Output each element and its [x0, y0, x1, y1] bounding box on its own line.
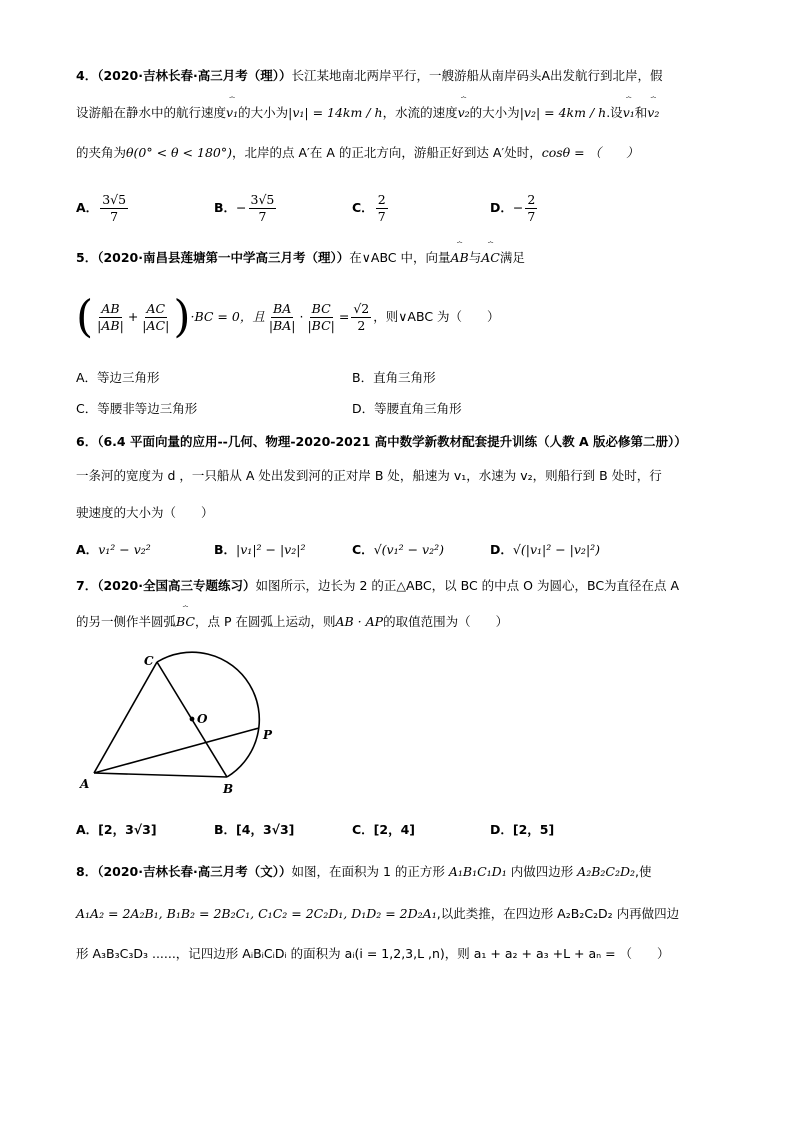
q5-frac-ba-den: |BA| [268, 318, 296, 333]
q7-center-o [190, 717, 195, 722]
q8-text-1c: ,使 [635, 864, 652, 879]
q4-source: 4．（2020·吉林长春·高三月考（理）） [76, 68, 292, 83]
q5-option-d: D．等腰直角三角形 [352, 401, 462, 416]
q6-option-a-expr: v₁² − v₂² [98, 542, 151, 557]
q6-option-a-label: A． [76, 542, 99, 557]
q6-option-c-label: C． [352, 542, 374, 557]
q5-plus: + [127, 309, 139, 324]
q7-text-2c: 的取值范围为（ ） [383, 614, 509, 629]
q4-option-c-num: 2 [377, 192, 386, 207]
q4-v2: ⏞ v₂ [458, 103, 470, 123]
q4-text-3a: 的夹角为 [76, 145, 127, 160]
q5-option-c: C．等腰非等边三角形 [76, 401, 198, 416]
q8-square-1: A₁B₁C₁D₁ [448, 864, 507, 879]
q4-v2-again: ⏞ v₂ [647, 103, 659, 123]
q4-option-c-label: C． [352, 200, 374, 215]
q4-text-2a: 设游船在静水中的航行速度 [76, 105, 227, 120]
q4-v1-again: ⏞ v₁ [623, 103, 635, 123]
q7-text-2b: ，点 P 在圆弧上运动，则 [195, 614, 336, 629]
q6-line2: 一条河的宽度为 d ，一只船从 A 处出发到河的正对岸 B 处，船速为 v₁，水速为 v₂，则船行到 B 处时，行 [76, 468, 662, 483]
q5-line1 [76, 248, 525, 268]
q6-option-d-expr: √(|v₁|² − |v₂|²) [512, 542, 601, 557]
q5-frac-bc [305, 301, 336, 334]
q5-frac-bc-den: |BC| [307, 318, 335, 333]
q4-text-2b: 的大小为 [238, 105, 289, 120]
q8-text-1b: 内做四边形 [506, 864, 578, 879]
q5-vec-ac: ⏞ AC [481, 248, 500, 268]
q5-eq1-tail: ·BC = 0，且 [190, 309, 265, 324]
q5-rhs-num: √2 [353, 301, 370, 316]
q4-option-b-den: 7 [258, 209, 267, 224]
q7-arc-bc: ⏞ BC [176, 612, 195, 632]
q7-line2 [76, 612, 508, 632]
q4-text-2e: .设 [606, 105, 623, 120]
q8-line2 [76, 904, 679, 924]
q6-line3: 驶速度的大小为（ ） [76, 505, 214, 520]
q4-text-2d: 的大小为 [469, 105, 520, 120]
q4-theta-range: θ(0° < θ < 180°) [126, 145, 232, 160]
q4-option-b [214, 192, 278, 225]
q5-source: 5．（2020·南昌县莲塘第一中学高三月考（理）） [76, 250, 350, 265]
q8-line1 [76, 862, 652, 882]
q8-text-1a: 如图，在面积为 1 的正方形 [291, 864, 449, 879]
q4-option-d-sign: − [512, 200, 524, 215]
q4-option-d-frac [525, 192, 537, 225]
q4-text-3b: ，北岸的点 A′在 A 的正北方向，游船正好到达 A′处时， [231, 145, 542, 160]
q6-option-d-label: D． [490, 542, 513, 557]
q5-with: 与 [468, 250, 482, 265]
q4-option-d-num: 2 [527, 192, 536, 207]
q7-label-b: B [223, 782, 234, 796]
q7-label-a: A [80, 777, 90, 791]
q4-line2 [76, 103, 659, 123]
q7-segment-ap [94, 728, 259, 773]
q4-option-c [352, 192, 390, 225]
q5-frac-ac [140, 301, 171, 334]
q8-source: 8．（2020·吉林长春·高三月考（文）） [76, 864, 292, 879]
q4-v2-magnitude: |v₂| = 4km / h [519, 105, 607, 120]
q4-option-c-den: 7 [377, 209, 386, 224]
q4-text-1: 长江某地南北两岸平行，一艘游船从南岸码头A出发航行到北岸，假 [291, 68, 663, 83]
q5-rhs-den: 2 [357, 318, 366, 333]
q4-and: 和 [634, 105, 648, 120]
q5-vec-ab: ⏞ AB [451, 248, 469, 268]
q4-option-b-num: 3√5 [250, 192, 275, 207]
q4-cos: cosθ = （ ） [541, 145, 639, 160]
q8-quad-2: A₂B₂C₂D₂ [577, 864, 636, 879]
q5-frac-ab-num: AB [101, 301, 120, 316]
q7-option-a: A．[2，3√3] [76, 822, 157, 837]
q5-equation-line: ( $\frac{AB}{|AB|}$ + $\frac{AC}{|AC|}$ )·BC = 0，且 $\frac{BA}{|BA|}$ · $\frac{BC}{|BC|}$ = $\frac{√2}{2}$ ，则∨ABC 为（ ） [76, 291, 500, 343]
q6-option-d [490, 540, 600, 560]
q7-dot-product: AB · AP [335, 614, 384, 629]
q5-frac-ba-num: BA [273, 301, 292, 316]
q5-frac-rhs [351, 301, 371, 334]
q4-option-c-frac [376, 192, 388, 225]
q5-eq2-dot: · [299, 309, 304, 324]
q4-option-d-label: D． [490, 200, 513, 215]
q8-text-2b: ,以此类推，在四边形 A₂B₂C₂D₂ 内再做四边 [436, 906, 680, 921]
q7-label-p: P [263, 728, 273, 742]
q4-text-2c: ，水流的速度 [382, 105, 458, 120]
q7-label-c: C [144, 654, 154, 668]
q5-text-1a: 在∨ABC 中，向量 [349, 250, 451, 265]
q7-source: 7．（2020·全国高三专题练习） [76, 578, 256, 593]
q4-line3 [76, 143, 639, 163]
q7-text-1: 如图所示，边长为 2 的正△ABC，以 BC 的中点 O 为圆心，BC为直径在点 A [255, 578, 680, 593]
q5-frac-ba [267, 301, 298, 334]
q4-option-b-frac [249, 192, 277, 225]
q7-side-ac [94, 662, 157, 773]
q4-option-a-frac [100, 192, 128, 225]
q4-option-a [76, 192, 130, 225]
q4-option-a-label: A． [76, 200, 99, 215]
q4-option-b-sign: − [236, 200, 247, 215]
q5-frac-ab [95, 301, 126, 334]
q4-line1 [76, 66, 663, 86]
q5-tail: ，则∨ABC 为（ ） [373, 309, 500, 324]
q5-left-paren: ( [76, 291, 94, 343]
q5-frac-ac-num: AC [146, 301, 166, 316]
q4-option-d-den: 7 [527, 209, 536, 224]
q7-option-d: D．[2，5] [490, 822, 555, 837]
q6-option-b-label: B． [214, 542, 237, 557]
q6-source: 6．（6.4 平面向量的应用--几何、物理-2020-2021 高中数学新教材配套提升训练（人教 A 版必修第二册）） [76, 434, 687, 449]
q6-option-b-expr: |v₁|² − |v₂|² [236, 542, 306, 557]
q4-v1: ⏞ v₁ [226, 103, 238, 123]
q7-label-o: O [197, 712, 208, 726]
q7-option-b: B．[4，3√3] [214, 822, 295, 837]
q5-right-paren: ) [173, 291, 191, 343]
q7-side-ab [94, 773, 227, 777]
q5-satisfy: 满足 [499, 250, 525, 265]
q5-frac-ac-den: |AC| [142, 318, 170, 333]
q6-option-a [76, 540, 151, 560]
q4-v1-magnitude: |v₁| = 14km / h [288, 105, 383, 120]
q5-option-b: B．直角三角形 [352, 370, 436, 385]
q5-frac-bc-num: BC [311, 301, 331, 316]
q4-option-b-label: B． [214, 200, 237, 215]
q7-semicircle-arc [157, 652, 259, 777]
q6-option-c [352, 540, 444, 560]
q4-option-d [490, 192, 539, 225]
q7-text-2a: 的另一侧作半圆弧 [76, 614, 177, 629]
q8-line3: 形 A₃B₃C₃D₃ ......，记四边形 AᵢBᵢCᵢDᵢ 的面积为 aᵢ(i = 1,2,3,L ,n)，则 a₁ + a₂ + a₃ +L + aₙ = （ ） [76, 946, 670, 961]
q7-figure [70, 645, 280, 800]
q6-option-c-expr: √(v₁² − v₂²) [373, 542, 444, 557]
q6-option-b [214, 540, 305, 560]
q5-frac-ab-den: |AB| [97, 318, 124, 333]
q4-option-a-num: 3√5 [102, 192, 127, 207]
q7-option-c: C．[2，4] [352, 822, 415, 837]
q8-ratios: A₁A₂ = 2A₂B₁, B₁B₂ = 2B₂C₁, C₁C₂ = 2C₂D₁, D₁D₂ = 2D₂A₁ [76, 906, 437, 921]
q7-line1 [76, 576, 679, 596]
q5-option-a: A．等边三角形 [76, 370, 160, 385]
q4-option-a-den: 7 [110, 209, 119, 224]
